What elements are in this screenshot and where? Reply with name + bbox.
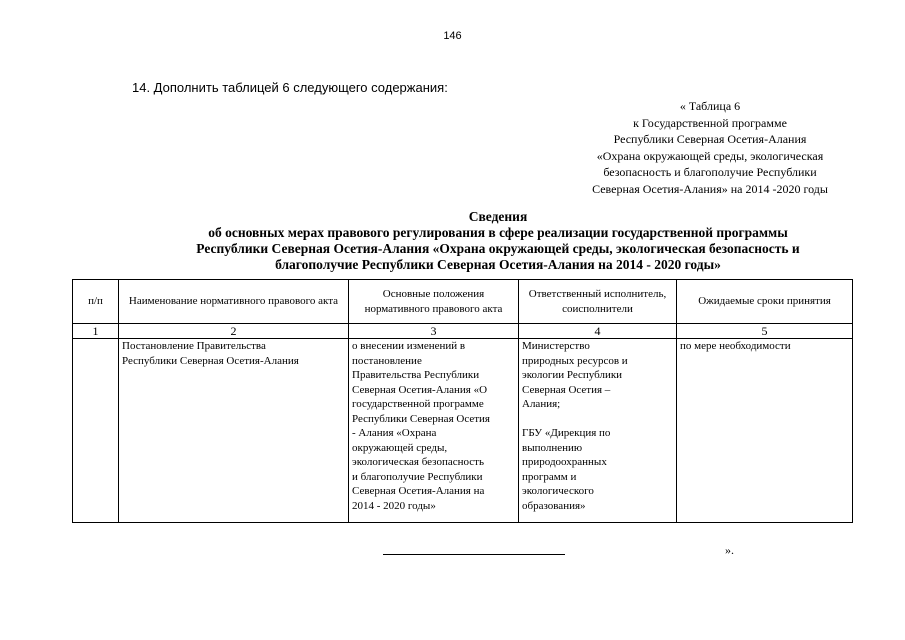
provisions-cell: о внесении изменений в постановление Правительства Республики Северная Осетия-Алания «О государственной программе Республики Северная Осетия - Алания «Охрана окружающей среды, экологическая безопасность и благополучие Республики Северная Осетия-Алания на 2014 - 2020 годы»	[349, 339, 519, 523]
caption-line: « Таблица 6	[679, 99, 741, 113]
column-number-row	[73, 324, 853, 339]
caption-line: безопасность и благополучие Республики	[603, 165, 817, 179]
caption-line: к Государственной программе	[633, 115, 787, 130]
row-number-cell	[73, 339, 119, 523]
executor-cell: Министерство природных ресурсов и экологии Республики Северная Осетия – Алания; ГБУ «Дирекция по выполнению природоохранных программ и экологического образования»	[519, 339, 677, 523]
heading-line: благополучие Республики Северная Осетия-Алания на 2014 - 2020 годы»	[275, 257, 721, 272]
caption-line: Республики Северная Осетия-Алания	[613, 132, 807, 146]
page-number: 146	[443, 30, 462, 42]
header-provisions: Основные положения нормативного правового акта	[349, 280, 519, 324]
header-executor: Ответственный исполнитель, соисполнители	[519, 280, 677, 324]
document-heading	[100, 209, 896, 273]
act-name-cell: Постановление Правительства Республики Северная Осетия-Алания	[119, 339, 349, 523]
regulation-measures-table	[72, 279, 853, 523]
header-act-name: Наименование нормативного правового акта	[119, 280, 349, 324]
caption-line: Северная Осетия-Алания» на 2014 -2020 годы	[592, 181, 828, 196]
column-number: 5	[677, 324, 853, 339]
table-row	[73, 339, 853, 523]
column-number: 3	[349, 324, 519, 339]
column-number: 1	[73, 324, 119, 339]
closing-quote-mark: ».	[725, 543, 734, 557]
heading-title: Сведения	[468, 209, 528, 224]
amendment-instruction: 14. Дополнить таблицей 6 следующего содержания:	[132, 80, 448, 95]
heading-line: Республики Северная Осетия-Алания «Охрана окружающей среды, экологическая безопасность и	[196, 241, 800, 256]
table-caption	[560, 98, 860, 197]
table-header-row	[73, 280, 853, 324]
deadline-cell: по мере необходимости	[677, 339, 853, 523]
header-number: п/п	[73, 280, 119, 324]
signature-line	[383, 554, 565, 555]
column-number: 2	[119, 324, 349, 339]
caption-line: «Охрана окружающей среды, экологическая	[596, 148, 824, 163]
column-number: 4	[519, 324, 677, 339]
heading-line: об основных мерах правового регулирования в сфере реализации государственной программы	[208, 225, 788, 240]
header-deadline: Ожидаемые сроки принятия	[677, 280, 853, 324]
